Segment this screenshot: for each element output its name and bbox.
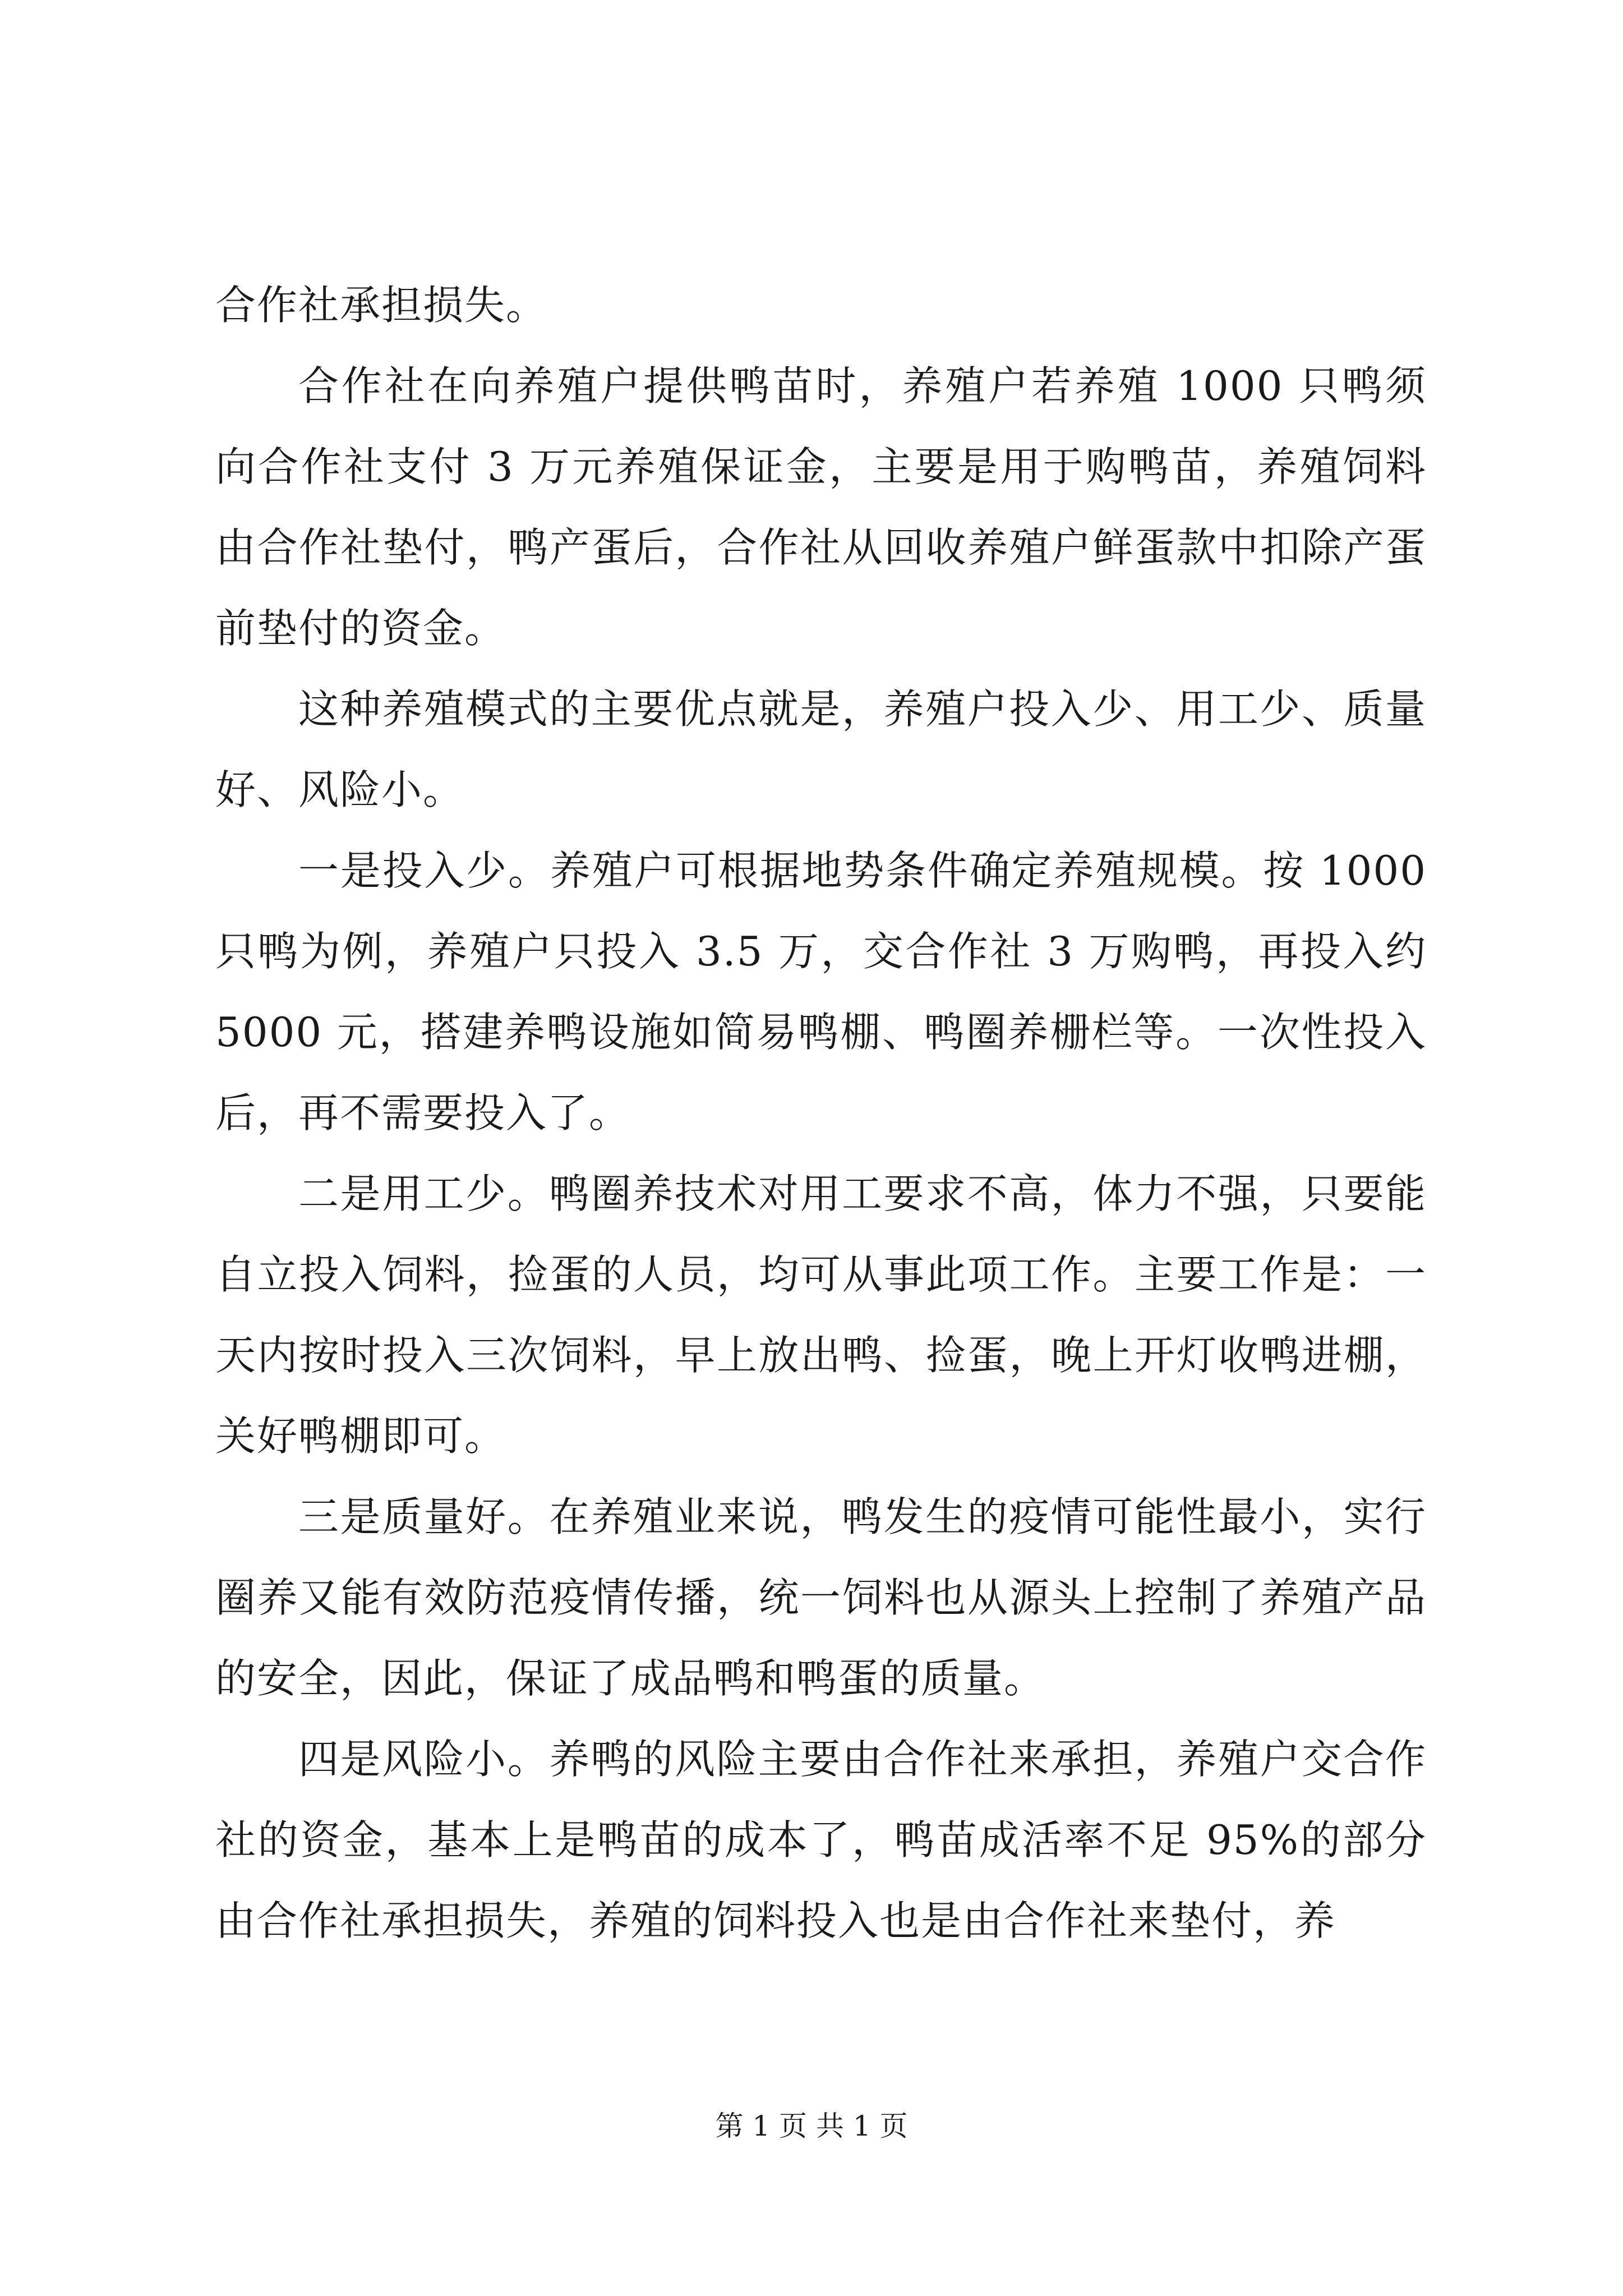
document-body <box>215 265 1427 1961</box>
paragraph: 合作社在向养殖户提供鸭苗时，养殖户若养殖 1000 只鸭须向合作社支付 3 万元养殖保证金，主要是用于购鸭苗，养殖饲料由合作社垫付，鸭产蛋后，合作社从回收养殖户鲜蛋款中扣除产蛋前垫付的资金。 <box>215 362 1427 652</box>
paragraph: 二是用工少。鸭圈养技术对用工要求不高，体力不强，只要能自立投入饲料，捡蛋的人员，均可从事此项工作。主要工作是：一天内按时投入三次饲料，早上放出鸭、捡蛋，晚上开灯收鸭进棚，关好鸭棚即可。 <box>215 1170 1427 1460</box>
paragraph: 四是风险小。养鸭的风险主要由合作社来承担，养殖户交合作社的资金，基本上是鸭苗的成本了，鸭苗成活率不足 95%的部分由合作社承担损失，养殖的饲料投入也是由合作社来垫付，养 <box>215 1736 1427 1944</box>
paragraph: 一是投入少。养殖户可根据地势条件确定养殖规模。按 1000 只鸭为例，养殖户只投入 3.5 万，交合作社 3 万购鸭，再投入约 5000 元，搭建养鸭设施如简易鸭棚、鸭圈养栅栏等。一次性投入后，再不需要投入了。 <box>215 847 1427 1137</box>
paragraph: 合作社承担损失。 <box>215 282 548 329</box>
paragraph: 这种养殖模式的主要优点就是，养殖户投入少、用工少、质量好、风险小。 <box>215 685 1427 813</box>
paragraph: 三是质量好。在养殖业来说，鸭发生的疫情可能性最小，实行圈养又能有效防范疫情传播，统一饲料也从源头上控制了养殖产品的安全，因此，保证了成品鸭和鸭蛋的质量。 <box>215 1493 1427 1702</box>
page-footer <box>0 2106 1623 2146</box>
page-number-label: 第 1 页 共 1 页 <box>715 2110 908 2142</box>
